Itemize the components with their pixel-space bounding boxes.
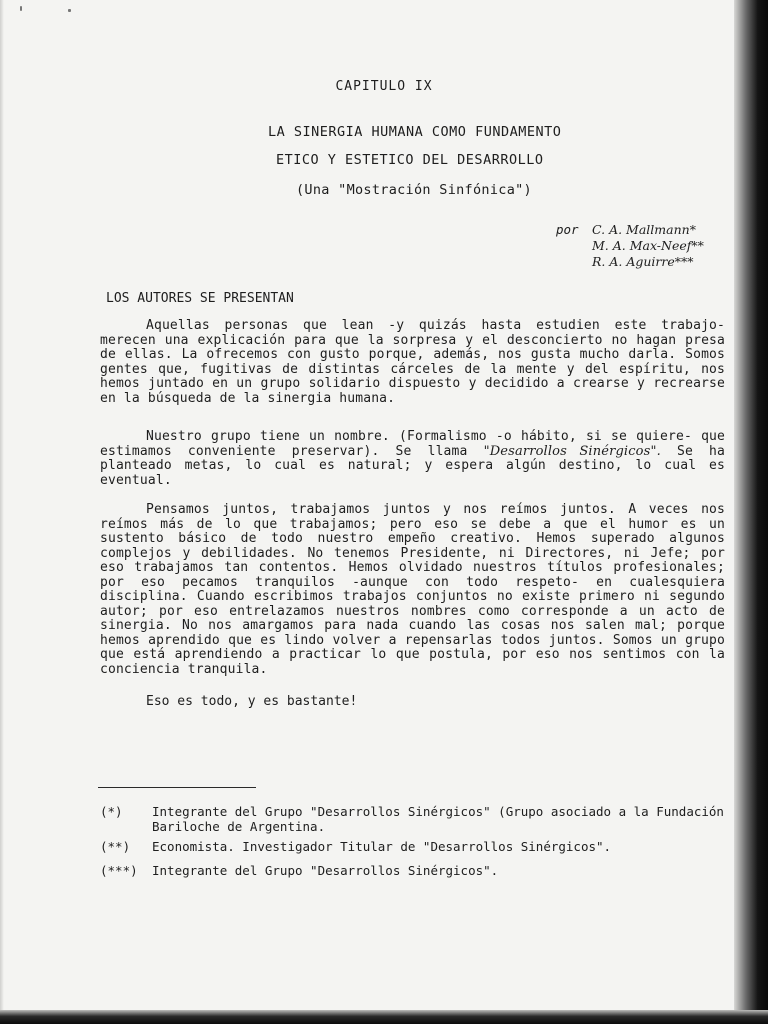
footnote-mark: (***): [100, 863, 138, 878]
author-line: [556, 222, 704, 238]
author-line: [556, 254, 704, 270]
author-name: R. A. Aguirre***: [592, 254, 694, 269]
closing-line: Eso es todo, y es bastante!: [146, 694, 358, 709]
footnote-text: Integrante del Grupo "Desarrollos Sinérgicos".: [152, 863, 499, 878]
author-line: [556, 238, 704, 254]
author-name: C. A. Mallmann*: [592, 222, 696, 237]
footnote-text: Integrante del Grupo "Desarrollos Sinérgicos" (Grupo asociado a la Fundación Bariloche de Argentina.: [152, 804, 724, 834]
scan-speck: [20, 6, 22, 11]
scan-left-edge: [0, 0, 4, 1024]
paragraph-text: Pensamos juntos, trabajamos juntos y nos reímos juntos. A veces nos reímos más de lo que trabajamos; pero eso se debe a que el humor es un sustento básico de todo nuestro empeño creativo. Hemos superado algunos complejos y debilidades. No tenemos Presidente, ni Directores, ni Jefe; por eso trabajamos tan contentos. Hemos olvidado nuestros títulos profesionales; por eso pecamos tranquilos -aunque con todo respeto- en cualesquiera disciplina. Cuando escribimos trabajos conjuntos no existe primero ni segundo autor; por eso entrelazamos nuestros nombres como corresponde a un acto de sinergia. No nos amargamos para nada cuando las cosas nos salen mal; porque hemos aprendido que es lindo volver a repensarlas todos juntos. Somos un grupo que está aprendiendo a practicar lo que postula, por eso nos sentimos con la conciencia tranquila.: [100, 502, 725, 677]
title-line-2: ETICO Y ESTETICO DEL DESARROLLO: [276, 152, 544, 168]
chapter-heading: CAPITULO IX: [335, 79, 433, 94]
paragraph: [100, 430, 725, 488]
paragraph-text: [100, 430, 725, 488]
paragraph-text-part: Se ha planteado metas, lo cual es natural; y espera algún destino, lo cual es eventual.: [100, 443, 725, 488]
footnote-divider: [98, 787, 256, 788]
paragraph-text: Aquellas personas que lean -y quizás hasta estudien este trabajo- merecen una explicación para que la sorpresa y el desconcierto no hagan presa de ellas. La ofrecemos con gusto porque, además, nos gusta mucho darla. Somos gentes que, fugitivas de distintas cárceles de la mente y del espíritu, nos hemos juntado en un grupo solidario dispuesto y decidido a crearse y recrearse en la búsqueda de la sinergia humana.: [100, 318, 725, 406]
paragraph: [100, 503, 725, 677]
author-name: M. A. Max-Neef**: [592, 238, 704, 253]
footnote-mark: (*): [100, 804, 123, 819]
author-list: [556, 222, 704, 270]
section-heading: LOS AUTORES SE PRESENTAN: [106, 291, 294, 306]
scan-right-edge: [734, 0, 768, 1010]
paragraph-text-part: Nuestro grupo tiene un nombre. (Formalismo -o hábito, si se quiere- que estimamos conveniente preservar). Se llama: [100, 429, 725, 459]
footnote-mark: (**): [100, 839, 131, 854]
author-prefix: por: [556, 222, 579, 237]
subtitle: (Una "Mostración Sinfónica"): [296, 182, 532, 198]
scan-speck: [68, 9, 71, 12]
group-name: "Desarrollos Sinérgicos".: [483, 443, 661, 459]
title-line-1: LA SINERGIA HUMANA COMO FUNDAMENTO: [268, 124, 562, 140]
paragraph: [100, 319, 725, 406]
scan-bottom-edge: [0, 1010, 768, 1024]
footnote-text: Economista. Investigador Titular de "Desarrollos Sinérgicos".: [152, 839, 612, 854]
